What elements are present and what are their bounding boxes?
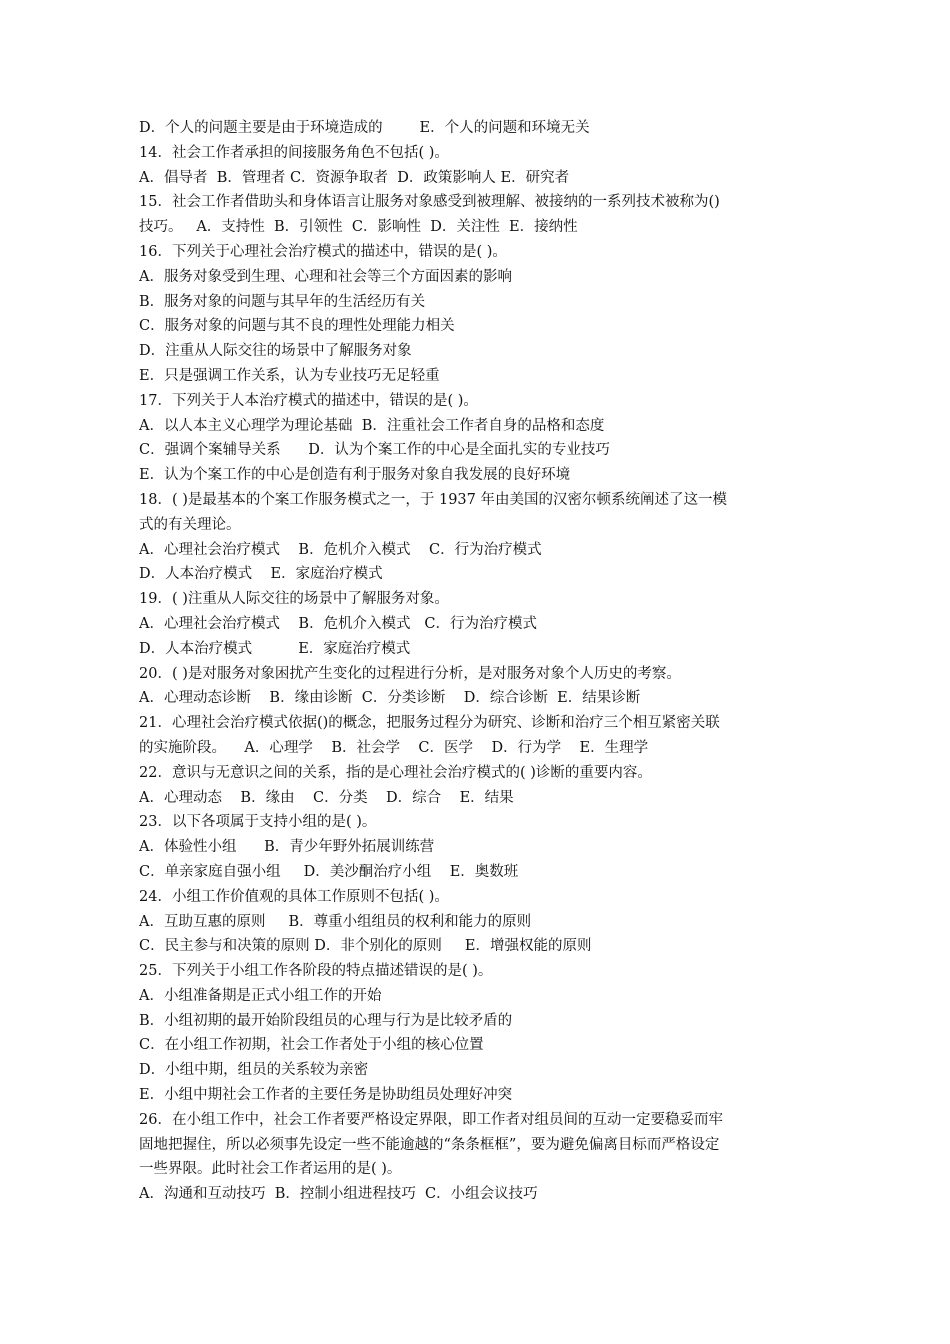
question-18-options-abc: A．心理社会治疗模式 B．危机介入模式 C．行为治疗模式: [139, 541, 542, 558]
question-26-cont-1: 固地把握住，所以必须事先设定一些不能逾越的“条条框框”，要为避免偏离目标而严格设定: [139, 1136, 720, 1153]
question-24-options-cde: C．民主参与和决策的原则 D．非个别化的原则 E．增强权能的原则: [139, 938, 592, 955]
text-line: D．个人的问题主要是由于环境造成的 E．个人的问题和环境无关: [139, 120, 590, 136]
question-24: 24．小组工作价值观的具体工作原则不包括( )。: [139, 888, 449, 905]
question-16: 16．下列关于心理社会治疗模式的描述中，错误的是( )。: [139, 243, 507, 260]
question-17: 17．下列关于人本治疗模式的描述中，错误的是( )。: [139, 392, 478, 409]
question-19: 19．( )注重从人际交往的场景中了解服务对象。: [139, 591, 449, 608]
question-15-options: 技巧。 A．支持性 B．引领性 C．影响性 D．关注性 E．接纳性: [139, 219, 578, 236]
question-25-option-e: E．小组中期社会工作者的主要任务是协助组员处理好冲突: [139, 1087, 513, 1104]
question-15: 15．社会工作者借助头和身体语言让服务对象感受到被理解、被接纳的一系列技术被称为(): [139, 194, 720, 211]
question-26-cont-2: 一些界限。此时社会工作者运用的是( )。: [139, 1161, 402, 1178]
question-16-option-c: C．服务对象的问题与其不良的理性处理能力相关: [139, 318, 455, 335]
question-23-options-cde: C．单亲家庭自强小组 D．美沙酮治疗小组 E．奥数班: [139, 863, 519, 880]
question-14: 14．社会工作者承担的间接服务角色不包括( )。: [139, 144, 449, 161]
question-16-option-b: B．服务对象的问题与其早年的生活经历有关: [139, 293, 426, 310]
document-page: [139, 116, 815, 1207]
question-26-options: A．沟通和互动技巧 B．控制小组进程技巧 C．小组会议技巧: [139, 1186, 538, 1203]
question-22-options: A．心理动态 B．缘由 C．分类 D．综合 E．结果: [139, 789, 514, 806]
question-23: 23．以下各项属于支持小组的是( )。: [139, 814, 377, 831]
question-26: 26．在小组工作中，社会工作者要严格设定界限，即工作者对组员间的互动一定要稳妥而牢: [139, 1111, 723, 1128]
question-16-option-e: E．只是强调工作关系，认为专业技巧无足轻重: [139, 367, 440, 384]
question-17-option-e: E．认为个案工作的中心是创造有利于服务对象自我发展的良好环境: [139, 467, 571, 484]
question-18: 18．( )是最基本的个案工作服务模式之一，于 1937 年由美国的汉密尔顿系统阐述了这一模: [139, 491, 727, 508]
question-16-option-a: A．服务对象受到生理、心理和社会等三个方面因素的影响: [139, 268, 512, 285]
question-18-cont: 式的有关理论。: [139, 516, 241, 533]
question-17-options-ab: A．以人本主义心理学为理论基础 B．注重社会工作者自身的品格和态度: [139, 417, 605, 434]
question-22: 22．意识与无意识之间的关系，指的是心理社会治疗模式的( )诊断的重要内容。: [139, 764, 652, 781]
question-21: 21．心理社会治疗模式依据()的概念，把服务过程分为研究、诊断和治疗三个相互紧密关联: [139, 715, 720, 732]
question-23-options-ab: A．体验性小组 B．青少年野外拓展训练营: [139, 839, 435, 856]
question-25-option-b: B．小组初期的最开始阶段组员的心理与行为是比较矛盾的: [139, 1012, 513, 1029]
question-16-option-d: D．注重从人际交往的场景中了解服务对象: [139, 343, 412, 360]
question-25-option-d: D．小组中期，组员的关系较为亲密: [139, 1062, 369, 1079]
question-21-options: 的实施阶段。 A．心理学 B．社会学 C．医学 D．行为学 E．生理学: [139, 739, 649, 756]
question-24-options-ab: A．互助互惠的原则 B．尊重小组组员的权利和能力的原则: [139, 913, 532, 930]
question-14-options: A．倡导者 B．管理者 C．资源争取者 D．政策影响人 E．研究者: [139, 169, 570, 186]
question-19-options-de: D．人本治疗模式 E．家庭治疗模式: [139, 640, 411, 657]
question-20-options: A．心理动态诊断 B．缘由诊断 C．分类诊断 D．综合诊断 E．结果诊断: [139, 690, 641, 707]
question-19-options-abc: A．心理社会治疗模式 B．危机介入模式 C．行为治疗模式: [139, 615, 537, 632]
question-25: 25．下列关于小组工作各阶段的特点描述错误的是( )。: [139, 963, 493, 980]
question-18-options-de: D．人本治疗模式 E．家庭治疗模式: [139, 566, 383, 583]
question-17-options-cd: C．强调个案辅导关系 D．认为个案工作的中心是全面扎实的专业技巧: [139, 442, 610, 459]
question-20: 20．( )是对服务对象困扰产生变化的过程进行分析，是对服务对象个人历史的考察。: [139, 665, 681, 682]
question-25-option-c: C．在小组工作初期，社会工作者处于小组的核心位置: [139, 1037, 484, 1054]
question-25-option-a: A．小组准备期是正式小组工作的开始: [139, 987, 382, 1004]
